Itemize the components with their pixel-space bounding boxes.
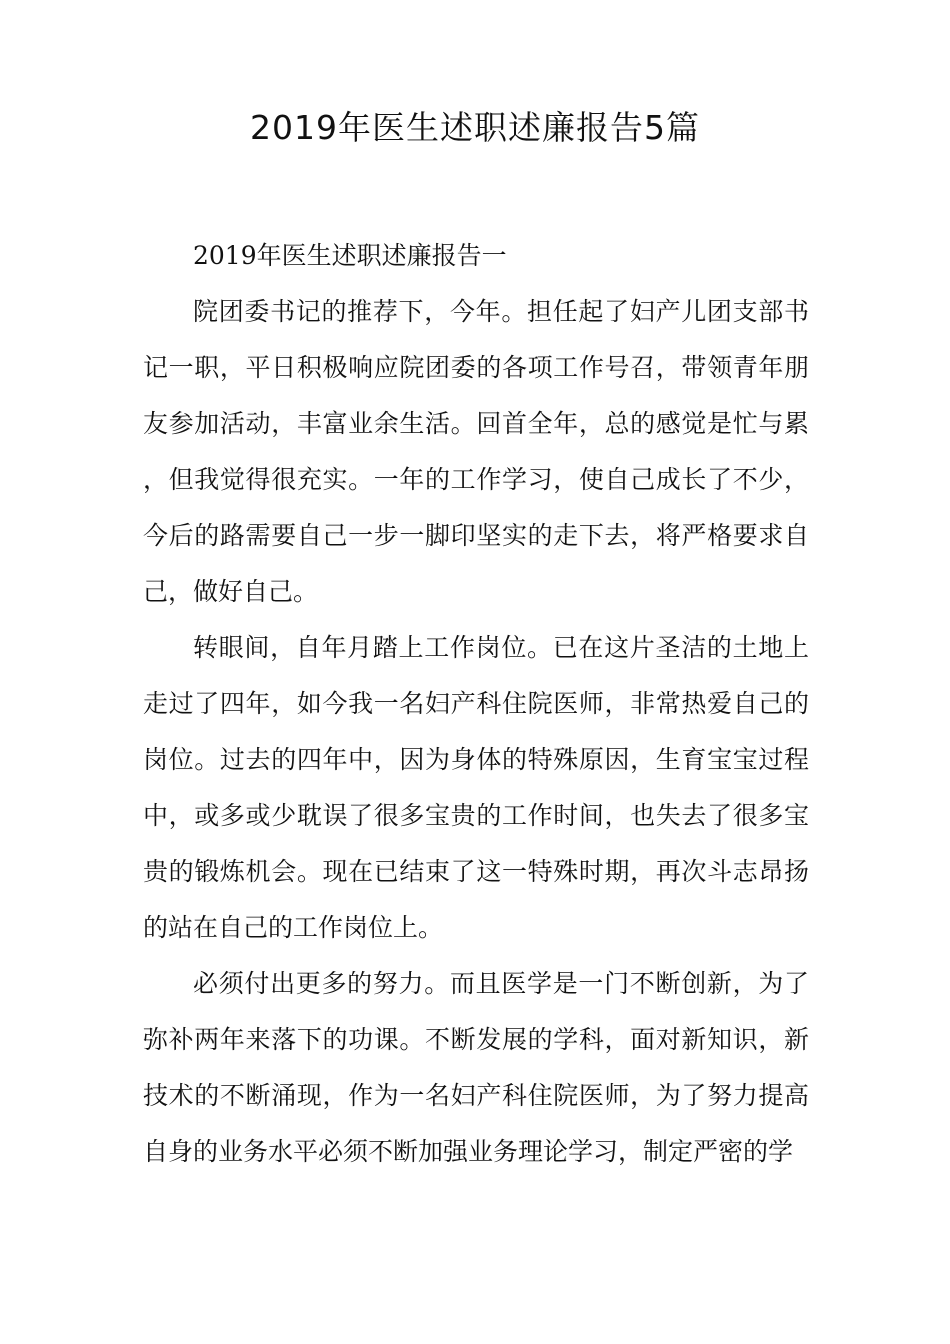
paragraph-1: 院团委书记的推荐下，今年。担任起了妇产儿团支部书记一职，平日积极响应院团委的各项工作号召，带领青年朋友参加活动，丰富业余生活。回首全年，总的感觉是忙与累，但我觉得很充实。一年的工作学习，使自己成长了不少，今后的路需要自己一步一脚印坚实的走下去，将严格要求自己，做好自己。 [143,297,809,606]
paragraph-3: 必须付出更多的努力。而且医学是一门不断创新，为了弥补两年来落下的功课。不断发展的学科，面对新知识，新技术的不断涌现，作为一名妇产科住院医师，为了努力提高自身的业务水平必须不断加强业务理论学习，制定严密的学 [143,969,809,1166]
section-heading: 2019年医生述职述廉报告一 [193,241,507,270]
document-body [143,228,809,1180]
document-title: 2019年医生述职述廉报告5篇 [250,108,700,147]
paragraph-2: 转眼间，自年月踏上工作岗位。已在这片圣洁的土地上走过了四年，如今我一名妇产科住院医师，非常热爱自己的岗位。过去的四年中，因为身体的特殊原因，生育宝宝过程中，或多或少耽误了很多宝贵的工作时间，也失去了很多宝贵的锻炼机会。现在已结束了这一特殊时期，再次斗志昂扬的站在自己的工作岗位上。 [143,633,809,942]
